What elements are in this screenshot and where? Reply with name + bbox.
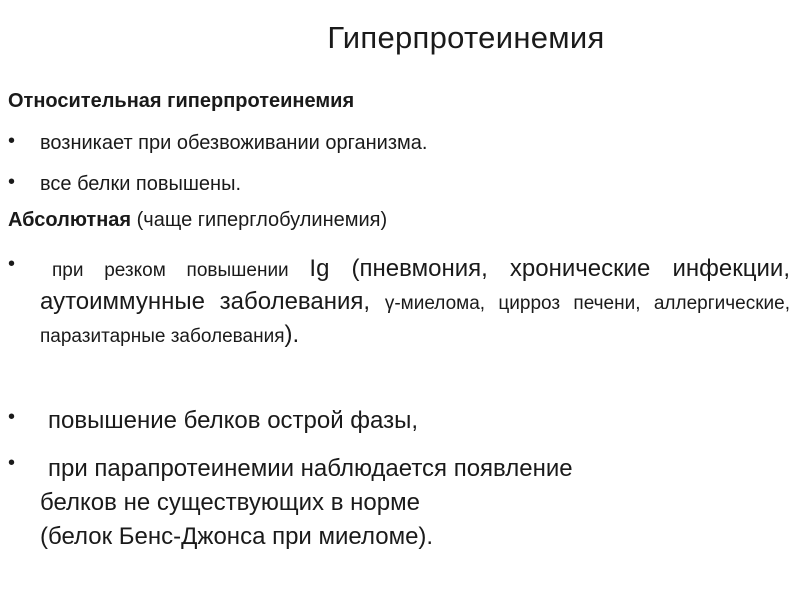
absolute-heading-rest: (чаще гиперглобулинемия) (131, 209, 388, 231)
bullet-dot: • (8, 452, 16, 474)
item-line: при парапротеинемии наблюдается появление (48, 455, 573, 482)
item-line: белков не существующих в норме (40, 489, 420, 516)
list-item (8, 406, 790, 436)
relative-heading-text: Относительная гиперпротеинемия (8, 90, 355, 112)
item-text-part: Ig (пневмония, хронические инфекции, аутоиммунные заболевания, (40, 255, 790, 315)
absolute-heading (8, 209, 387, 232)
list-item (8, 171, 790, 197)
relative-heading (8, 90, 354, 113)
absolute-heading-bold: Абсолютная (8, 209, 132, 231)
slide-title-text: Гиперпротеинемия (327, 20, 605, 55)
item-line: (белок Бенс-Джонса при миеломе). (40, 523, 434, 550)
list-item-text (40, 253, 790, 352)
list-item-text: все белки повышены. (40, 173, 242, 195)
bullet-dot: • (8, 171, 16, 193)
bullet-dot: • (8, 130, 16, 152)
list-item (8, 452, 790, 554)
item-text-part: γ-миелома, цирроз печени, аллергические, паразитарные заболевания (40, 293, 790, 347)
item-text-part: ). (284, 321, 300, 348)
list-item (8, 130, 790, 156)
bullet-dot: • (8, 253, 16, 275)
item-text-part: при резком повышении (52, 260, 310, 281)
list-item-text: повышение белков острой фазы, (48, 407, 419, 434)
slide-title (0, 20, 800, 56)
bullet-dot: • (8, 406, 16, 428)
list-item-text (40, 452, 790, 554)
list-item (8, 253, 790, 352)
list-item-text: возникает при обезвоживании организма. (40, 132, 428, 154)
